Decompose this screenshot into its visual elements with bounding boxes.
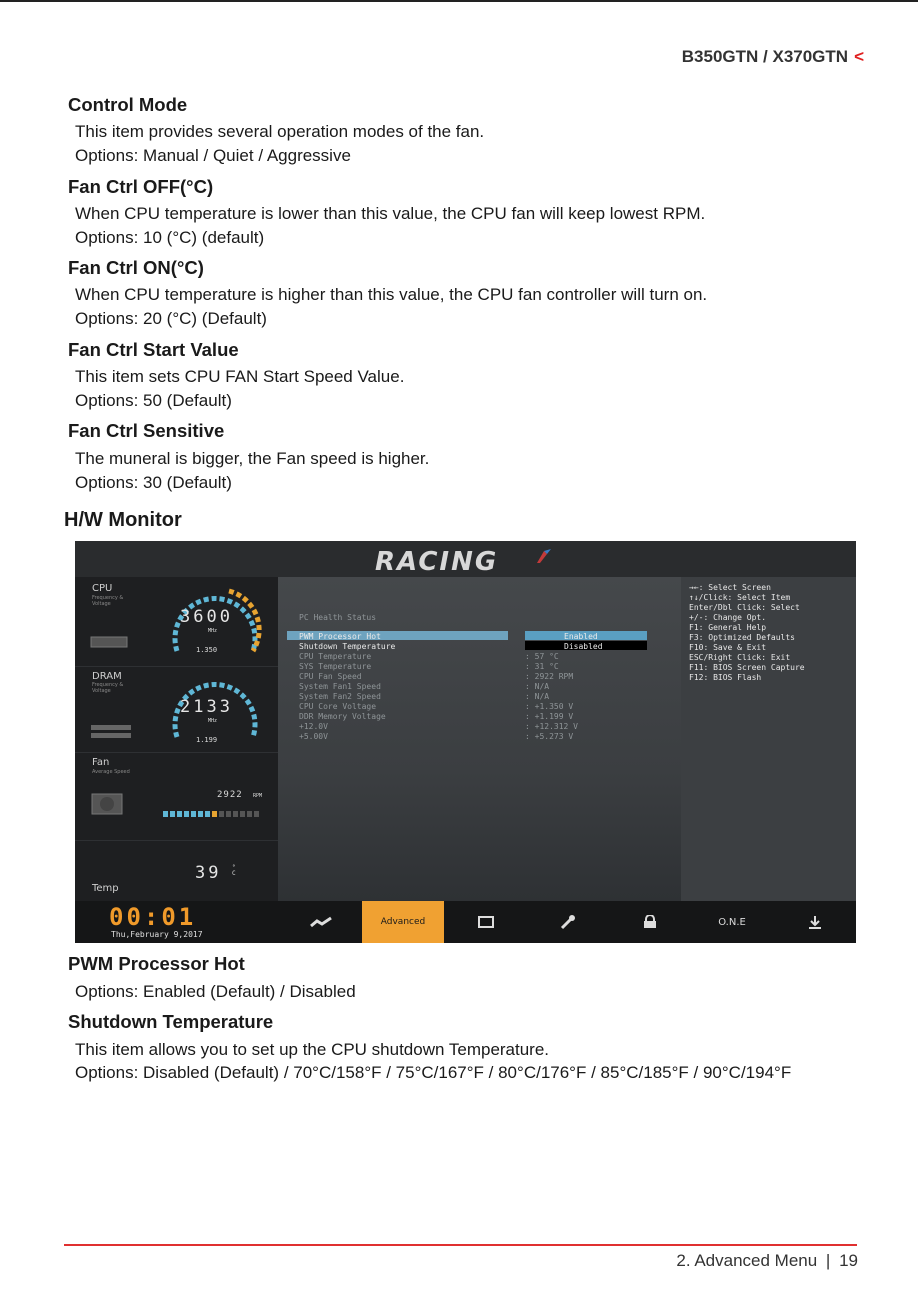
bios-value-cpu-temperature: : 57 °C xyxy=(525,652,559,661)
section-title-fan-ctrl-start-value: Fan Ctrl Start Value xyxy=(68,339,239,360)
download-exit-icon xyxy=(808,915,822,929)
cpu-frequency-unit: MHz xyxy=(208,628,218,634)
dram-voltage: 1.199 xyxy=(196,736,218,744)
cpu-chip-icon xyxy=(89,635,129,649)
cpu-frequency: 3600 xyxy=(180,607,233,627)
cpu-subtitle: Frequency & Voltage xyxy=(92,595,124,607)
section-title-fan-ctrl-sensitive: Fan Ctrl Sensitive xyxy=(68,420,225,441)
fan-title: Fan xyxy=(92,757,110,768)
section-text: When CPU temperature is lower than this value, the CPU fan will keep lowest RPM. xyxy=(75,204,706,223)
section-text: When CPU temperature is higher than this value, the CPU fan controller will turn on. xyxy=(75,285,708,304)
footer-separator: | xyxy=(825,1251,831,1270)
help-line: F12: BIOS Flash xyxy=(689,673,762,682)
bios-row-cpu-core-voltage: CPU Core Voltage xyxy=(299,702,377,711)
bios-screenshot xyxy=(75,541,856,943)
section-text: This item provides several operation modes of the fan. xyxy=(75,122,485,141)
bios-row-shutdown-temperature[interactable]: Shutdown Temperature xyxy=(299,642,396,651)
pc-health-heading: PC Health Status xyxy=(299,613,377,622)
section-text: The muneral is bigger, the Fan speed is higher. xyxy=(75,449,430,468)
bios-row-system-fan2-speed: System Fan2 Speed xyxy=(299,692,381,701)
bios-value-5v: : +5.273 V xyxy=(525,732,574,741)
help-line: F1: General Help xyxy=(689,623,767,632)
cpu-voltage: 1.350 xyxy=(196,646,218,654)
monitor-icon xyxy=(478,916,494,928)
bios-value-system-fan1-speed: : N/A xyxy=(525,682,550,691)
fan-icon xyxy=(91,793,123,815)
tab-exit[interactable] xyxy=(774,901,856,943)
temp-unit: °C xyxy=(232,864,236,877)
dram-section xyxy=(75,667,278,753)
dram-subtitle: Frequency & Voltage xyxy=(92,682,124,694)
section-options: Options: 50 (Default) xyxy=(75,391,232,410)
help-line: ESC/Right Click: Exit xyxy=(689,653,791,662)
wrench-icon xyxy=(560,914,576,930)
tab-monitor[interactable] xyxy=(445,901,527,943)
model-header xyxy=(682,47,864,67)
bios-row-pwm-processor-hot[interactable]: PWM Processor Hot xyxy=(299,632,381,641)
tab-overclock[interactable] xyxy=(280,901,362,943)
cpu-title: CPU xyxy=(92,583,113,594)
bios-row-system-fan1-speed: System Fan1 Speed xyxy=(299,682,381,691)
overclock-icon xyxy=(310,916,332,928)
temp-title: Temp xyxy=(92,883,119,894)
section-text: This item sets CPU FAN Start Speed Value. xyxy=(75,367,405,386)
bios-bottom-bar xyxy=(75,901,856,943)
fan-rpm-unit: RPM xyxy=(253,793,263,799)
bios-row-cpu-temperature: CPU Temperature xyxy=(299,652,372,661)
bios-value-system-fan2-speed: : N/A xyxy=(525,692,550,701)
help-line: Enter/Dbl Click: Select xyxy=(689,603,800,612)
bios-help-panel xyxy=(681,577,856,901)
section-options: Options: 10 (°C) (default) xyxy=(75,228,265,247)
bios-value-12v: : +12.312 V xyxy=(525,722,578,731)
section-title-fan-ctrl-on: Fan Ctrl ON(°C) xyxy=(68,257,204,278)
help-line: F11: BIOS Screen Capture xyxy=(689,663,805,672)
bios-value-cpu-fan-speed: : 2922 RPM xyxy=(525,672,574,681)
help-line: F10: Save & Exit xyxy=(689,643,767,652)
fan-speed-bar xyxy=(163,802,261,821)
page-number: 19 xyxy=(839,1251,858,1270)
section-title-pwm-processor-hot: PWM Processor Hot xyxy=(68,953,245,974)
help-line: →←: Select Screen xyxy=(689,583,771,592)
section-title-shutdown-temperature: Shutdown Temperature xyxy=(68,1011,274,1032)
help-line: +/-: Change Opt. xyxy=(689,613,767,622)
section-text: This item allows you to set up the CPU shutdown Temperature. xyxy=(75,1040,550,1059)
footer-rule xyxy=(64,1244,857,1246)
bios-row-sys-temperature: SYS Temperature xyxy=(299,662,372,671)
fan-section xyxy=(75,753,278,841)
section-options: Options: 20 (°C) (Default) xyxy=(75,309,267,328)
tab-advanced[interactable]: Advanced xyxy=(362,901,444,943)
bios-main-panel xyxy=(278,577,681,901)
dram-title: DRAM xyxy=(92,671,122,682)
temp-value: 39 xyxy=(195,863,222,883)
section-options: Options: Disabled (Default) / 70°C/158°F / 75°C/167°F / 80°C/176°F / 85°C/185°F / 90°C/194°F xyxy=(75,1063,792,1082)
bios-row-5v: +5.00V xyxy=(299,732,328,741)
section-title-fan-ctrl-off: Fan Ctrl OFF(°C) xyxy=(68,176,214,197)
bios-value-ddr-memory-voltage: : +1.199 V xyxy=(525,712,574,721)
section-options: Options: 30 (Default) xyxy=(75,473,232,492)
cpu-section xyxy=(75,577,278,667)
help-line: F3: Optimized Defaults xyxy=(689,633,795,642)
page-footer xyxy=(676,1251,858,1271)
bios-date: Thu,February 9,2017 xyxy=(111,930,203,939)
section-options: Options: Enabled (Default) / Disabled xyxy=(75,982,356,1001)
bios-row-cpu-fan-speed: CPU Fan Speed xyxy=(299,672,362,681)
bios-top-bar xyxy=(75,541,856,577)
dram-module-icon xyxy=(89,723,133,741)
hw-monitor-heading: H/W Monitor xyxy=(64,509,182,531)
bios-row-12v: +12.0V xyxy=(299,722,328,731)
model-name: B350GTN / X370GTN xyxy=(681,47,849,66)
help-line: ↑↓/Click: Select Item xyxy=(689,593,791,602)
bios-value-pwm-processor-hot[interactable]: Enabled xyxy=(564,632,598,641)
bios-value-shutdown-temperature[interactable]: Disabled xyxy=(564,642,603,651)
bios-left-panel xyxy=(75,577,278,901)
fan-rpm: 2922 xyxy=(217,790,243,800)
footer-section: 2. Advanced Menu xyxy=(676,1251,818,1270)
tab-tools[interactable] xyxy=(527,901,609,943)
lock-icon xyxy=(643,915,657,929)
racing-logo-mark-icon xyxy=(535,547,553,565)
tab-security[interactable] xyxy=(609,901,691,943)
section-options: Options: Manual / Quiet / Aggressive xyxy=(75,146,351,165)
bios-clock: 00:01 xyxy=(109,903,197,931)
bios-value-sys-temperature: : 31 °C xyxy=(525,662,559,671)
tab-one[interactable]: O.N.E xyxy=(718,916,746,928)
top-rule xyxy=(0,0,918,2)
dram-frequency: 2133 xyxy=(180,697,233,717)
section-title-control-mode: Control Mode xyxy=(68,94,188,115)
racing-logo: RACING xyxy=(375,547,499,577)
dram-frequency-unit: MHz xyxy=(208,718,218,724)
fan-subtitle: Average Speed xyxy=(92,769,130,775)
temp-section xyxy=(75,841,278,901)
bios-row-ddr-memory-voltage: DDR Memory Voltage xyxy=(299,712,386,721)
bios-value-cpu-core-voltage: : +1.350 V xyxy=(525,702,574,711)
back-arrow-icon: < xyxy=(854,47,864,66)
